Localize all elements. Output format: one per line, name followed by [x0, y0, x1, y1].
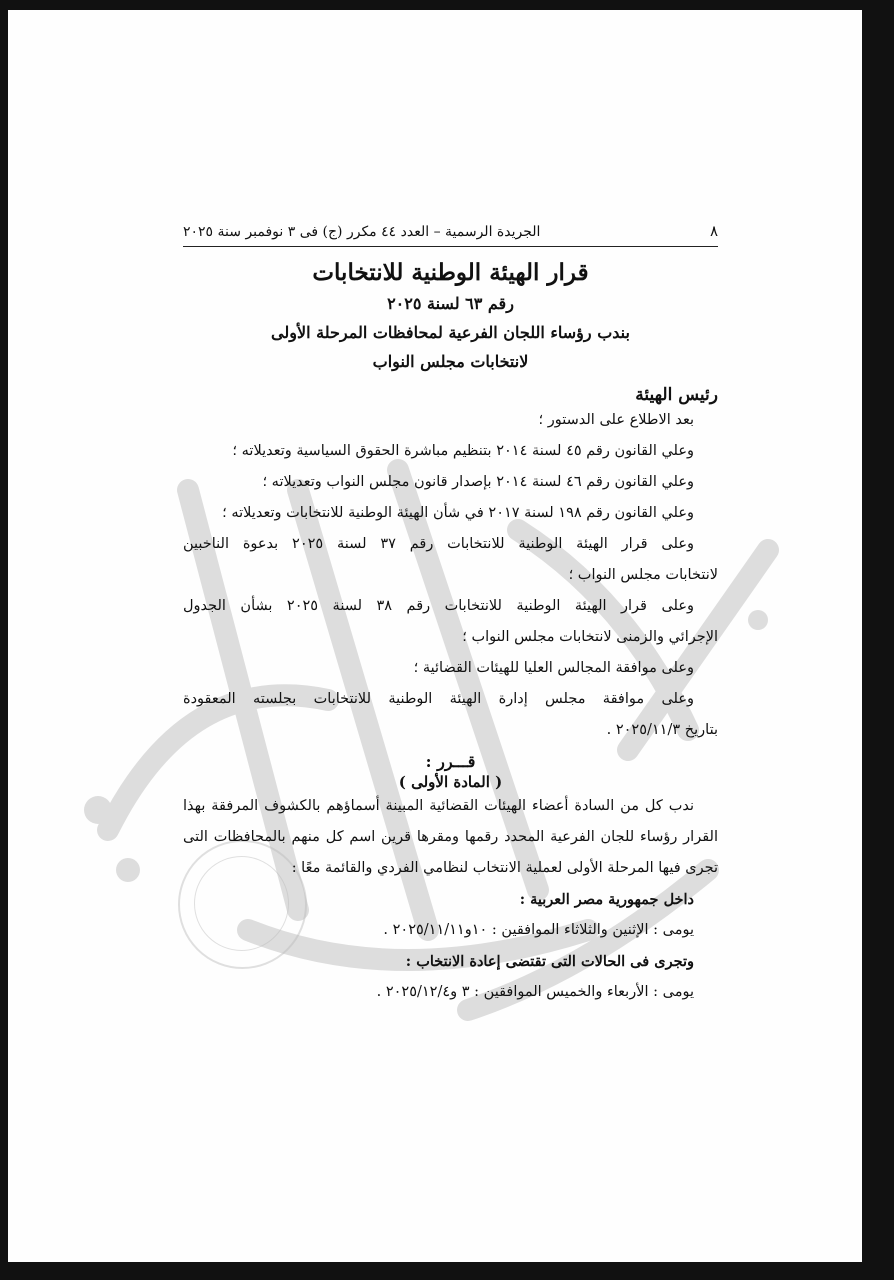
decision-heading: قـــرر :	[425, 752, 476, 771]
preamble-line: وعلى موافقة المجالس العليا للهيئات القضائية ؛	[413, 660, 694, 676]
preamble-line: بتاريخ ٢٠٢٥/١١/٣ .	[606, 722, 718, 738]
decision-subject-line-2: لانتخابات مجلس النواب	[372, 352, 529, 371]
preamble-line: وعلي القانون رقم ٤٦ لسنة ٢٠١٤ بإصدار قانون مجلس النواب وتعديلاته ؛	[262, 474, 694, 490]
preamble-line: وعلى موافقة مجلس إدارة الهيئة الوطنية للانتخابات بجلسته المعقودة	[183, 691, 694, 707]
gazette-issue: الجريدة الرسمية – العدد ٤٤ مكرر (ج) فى ٣ نوفمبر سنة ٢٠٢٥	[183, 224, 541, 240]
inside-egypt-days: يومى : الإثنين والثلاثاء الموافقين : ١٠و٢٠٢٥/١١/١١ .	[383, 922, 694, 938]
preamble-line: وعلي القانون رقم ٤٥ لسنة ٢٠١٤ بتنظيم مباشرة الحقوق السياسية وتعديلاته ؛	[232, 443, 694, 459]
preamble-line: وعلى قرار الهيئة الوطنية للانتخابات رقم ٣٨ لسنة ٢٠٢٥ بشأن الجدول	[183, 598, 694, 614]
article-body-line: القرار رؤساء للجان الفرعية المحدد رقمها ومقرها قرين اسم كل منهم بالمحافظات التى	[183, 829, 718, 845]
decision-number: رقم ٦٣ لسنة ٢٠٢٥	[387, 294, 514, 313]
document-content	[183, 222, 718, 1008]
preamble-line: وعلى قرار الهيئة الوطنية للانتخابات رقم ٣٧ لسنة ٢٠٢٥ بدعوة الناخبين	[183, 536, 694, 552]
preamble-line: وعلي القانون رقم ١٩٨ لسنة ٢٠١٧ في شأن الهيئة الوطنية للانتخابات وتعديلاته ؛	[222, 505, 694, 521]
decision-subject-line-1: بندب رؤساء اللجان الفرعية لمحافظات المرحلة الأولى	[271, 323, 630, 342]
page-header	[183, 222, 718, 247]
gazette-page	[8, 10, 862, 1262]
preamble-line: بعد الاطلاع على الدستور ؛	[538, 412, 694, 428]
decision-title: قرار الهيئة الوطنية للانتخابات	[312, 259, 589, 286]
article-body-line: تجرى فيها المرحلة الأولى لعملية الانتخاب لنظامي الفردي والقائمة معًا :	[291, 860, 718, 876]
rerun-days: يومى : الأربعاء والخميس الموافقين : ٣ و٢٠٢٥/١٢/٤ .	[376, 984, 694, 1000]
inside-egypt-heading: داخل جمهورية مصر العربية :	[519, 891, 694, 908]
page-number: ٨	[709, 222, 718, 240]
rerun-heading: وتجرى فى الحالات التى تقتضى إعادة الانتخاب :	[405, 953, 694, 970]
article-heading: ( المادة الأولى )	[398, 773, 503, 791]
article-body-line: ندب كل من السادة أعضاء الهيئات القضائية المبينة أسماؤهم بالكشوف المرفقة بهذا	[183, 798, 694, 814]
preamble-line: لانتخابات مجلس النواب ؛	[568, 567, 718, 583]
chairman-heading: رئيس الهيئة	[635, 385, 718, 405]
preamble-line: الإجرائي والزمنى لانتخابات مجلس النواب ؛	[462, 629, 718, 645]
